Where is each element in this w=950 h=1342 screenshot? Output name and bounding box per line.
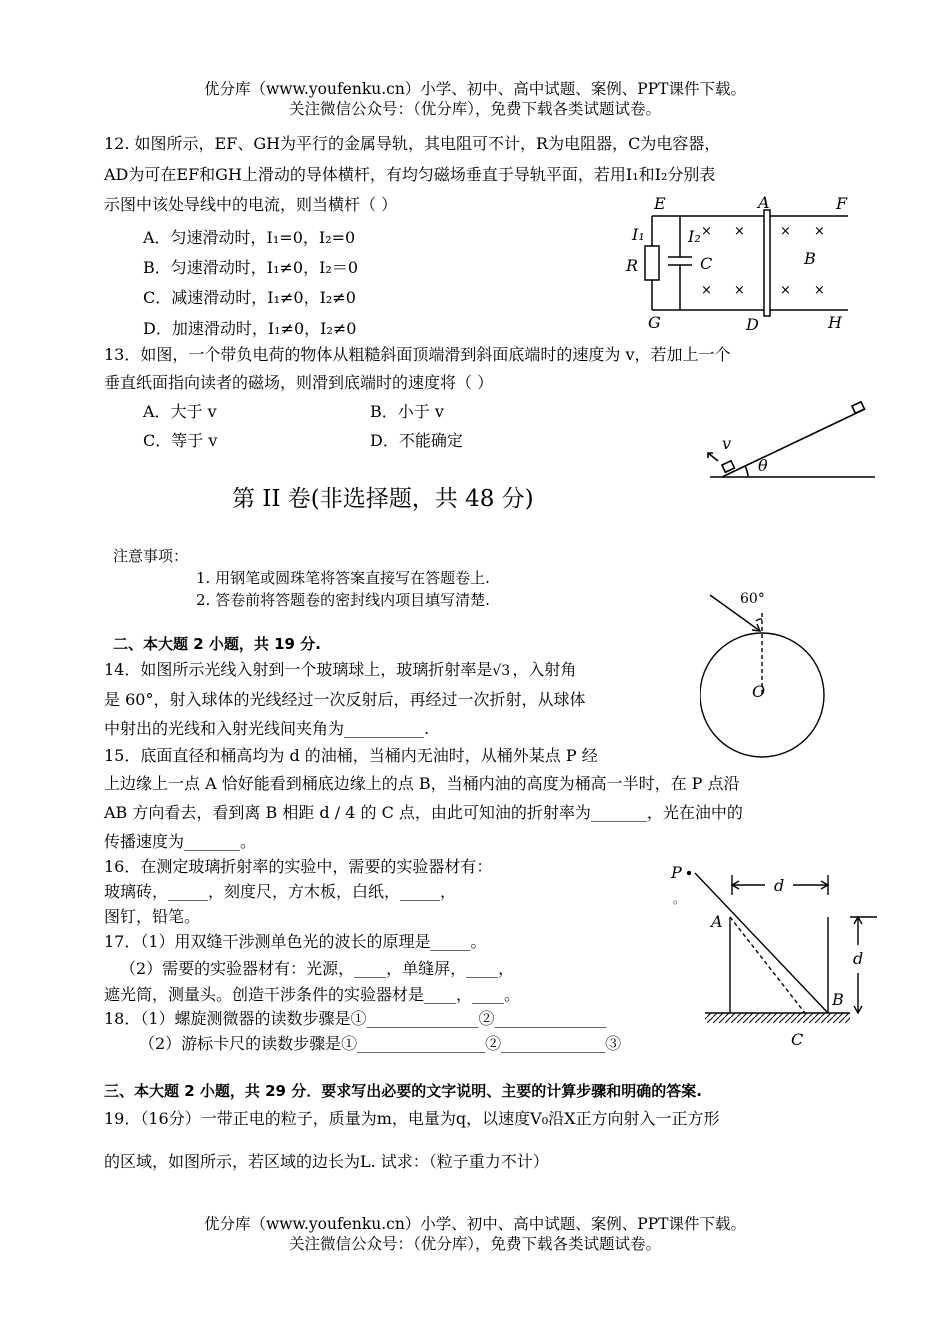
label-i1: I₁: [632, 225, 645, 244]
q12-option-d: D．加速滑动时，I₁≠0，I₂≠0: [143, 319, 357, 338]
field-mark: ×: [780, 283, 791, 298]
velocity-arrow: [708, 453, 718, 461]
q12-line-2: AD为可在EF和GH上滑动的导体横杆，有均匀磁场垂直于导轨平面，若用I₁和I₂分别表: [104, 165, 716, 184]
footer-line-2: 关注微信公众号：（优分库），免费下载各类试题试卷。: [288, 1235, 661, 1253]
label-d-width: d: [774, 876, 785, 895]
q15-line-1: 15．底面直径和桶高均为 d 的油桶，当桶内无油时，从桶外某点 P 经: [104, 746, 598, 765]
q15-line-4: 传播速度为_______。: [104, 832, 257, 851]
label-i2: I₂: [688, 227, 701, 246]
q14-line-2: 是 60°，射入球体的光线经过一次反射后，再经过一次折射，从球体: [104, 690, 586, 709]
label-b: B: [804, 249, 816, 268]
field-mark: ×: [701, 224, 712, 239]
angle-arc: [745, 466, 748, 477]
q12-circuit-diagram: [618, 190, 858, 340]
q16-line-3: 图钉，铅笔。: [104, 907, 201, 926]
q13-option-d: D．不能确定: [370, 431, 463, 450]
q12-option-a: A．匀速滑动时，I₁=0，I₂=0: [143, 228, 356, 247]
field-mark: ×: [814, 283, 825, 298]
q16-line-2: 玻璃砖，_____，刻度尺，方木板，白纸，_____，: [104, 882, 457, 901]
q12-option-c: C．减速滑动时，I₁≠0，I₂≠0: [143, 288, 356, 307]
q17-line-2: （2）需要的实验器材有：光源，____，单缝屏，____，: [120, 959, 515, 978]
q13-option-b: B．小于 v: [370, 402, 444, 421]
label-e: E: [654, 194, 666, 213]
section-3-title: 三、本大题 2 小题，共 29 分．要求写出必要的文字说明、主要的计算步骤和明确的答案.: [104, 1082, 702, 1100]
block-bottom: [722, 461, 734, 472]
q19-line-2: 的区域，如图所示，若区域的边长为L. 试求：（粒子重力不计）: [104, 1152, 549, 1171]
label-a: A: [711, 912, 723, 931]
q19-line-1: 19．（16分）一带正电的粒子，质量为m，电量为q，以速度V₀沿X正方向射入一正方形: [104, 1109, 720, 1128]
q14-line-1: [104, 660, 576, 681]
field-mark: ×: [814, 224, 825, 239]
q15-line-2: 上边缘上一点 A 恰好能看到桶底边缘上的点 B，当桶内油的高度为桶高一半时，在 P 点沿: [104, 774, 740, 793]
sqrt-3: √3: [492, 663, 511, 679]
q12-line-3: 示图中该处导线中的电流，则当横杆（ ）: [104, 195, 398, 214]
notice-item-1: 1. 用钢笔或圆珠笔将答案直接写在答题卷上.: [196, 569, 490, 587]
q13-option-a: A．大于 v: [143, 402, 217, 421]
field-mark: ×: [734, 224, 745, 239]
label-c: C: [700, 254, 713, 273]
label-g: G: [648, 313, 661, 332]
notice-title: 注意事项：: [113, 547, 189, 565]
q12-option-b: B．匀速滑动时，I₁≠0，I₂＝0: [143, 258, 358, 277]
small-mark: 。: [673, 892, 686, 906]
part2-title: 第 II 卷(非选择题，共 48 分): [232, 486, 534, 512]
q14-line-3: 中射出的光线和入射光线间夹角为__________.: [104, 719, 430, 738]
footer-line-1: 优分库（www.youfenku.cn）小学、初中、高中试题、案例、PPT课件下载。: [203, 1215, 747, 1233]
label-p: P: [671, 863, 682, 882]
sight-line-pb: [695, 873, 828, 1013]
label-d-height: d: [853, 949, 864, 968]
q13-incline-diagram: [700, 395, 880, 485]
q17-line-1: 17．（1）用双缝干涉测单色光的波长的原理是_____。: [104, 932, 487, 951]
notice-item-2: 2. 答卷前将答题卷的密封线内项目填写清楚.: [196, 591, 490, 609]
q13-option-c: C．等于 v: [143, 431, 218, 450]
label-a: A: [758, 193, 770, 212]
field-mark: ×: [701, 283, 712, 298]
label-60-degree: 60°: [740, 591, 765, 607]
conductor-bar-ad: [764, 210, 770, 316]
q14-sphere-diagram: [700, 585, 850, 770]
label-theta: θ: [758, 456, 768, 475]
label-v: v: [722, 434, 732, 453]
header-line-1: 优分库（www.youfenku.cn）小学、初中、高中试题、案例、PPT课件下载。: [203, 80, 747, 98]
q15-bucket-diagram: [665, 855, 885, 1055]
q13-line-1: 13．如图，一个带负电荷的物体从粗糙斜面顶端滑到斜面底端时的速度为 v，若加上一个: [104, 345, 731, 364]
label-h: H: [828, 313, 842, 332]
label-d: D: [746, 315, 759, 334]
label-b: B: [832, 990, 844, 1009]
q13-line-2: 垂直纸面指向读者的磁场，则滑到底端时的速度将（ ）: [104, 373, 494, 392]
resistor-r: [645, 246, 659, 280]
label-r: R: [626, 256, 639, 275]
sight-line-ac: [730, 917, 805, 1013]
block-top: [852, 402, 864, 413]
field-mark: ×: [734, 283, 745, 298]
header-line-2: 关注微信公众号：（优分库），免费下载各类试题试卷。: [288, 100, 661, 118]
label-c: C: [791, 1030, 804, 1049]
label-f: F: [836, 194, 848, 213]
q14-text-b: ，入射角: [512, 660, 577, 679]
q18-line-1: 18．（1）螺旋测微器的读数步骤是①______________②______________: [104, 1009, 607, 1028]
q15-line-3: AB 方向看去，看到离 B 相距 d / 4 的 C 点，由此可知油的折射率为_______，光在油中的: [104, 803, 743, 822]
field-mark: ×: [780, 224, 791, 239]
label-o: O: [752, 682, 766, 701]
q14-text-a: 14．如图所示光线入射到一个玻璃球上，玻璃折射率是: [104, 660, 493, 679]
q12-line-1: 12. 如图所示，EF、GH为平行的金属导轨，其电阻可不计，R为电阻器，C为电容器，: [104, 134, 721, 153]
section-2-title: 二、本大题 2 小题，共 19 分.: [113, 635, 321, 653]
ground-hatch: [705, 1013, 850, 1023]
q18-line-2: （2）游标卡尺的读数步骤是①________________②_____________③: [139, 1034, 622, 1053]
q16-line-1: 16．在测定玻璃折射率的实验中，需要的实验器材有：: [104, 857, 493, 876]
q17-line-3: 遮光筒，测量头。创造干涉条件的实验器材是____，____。: [104, 985, 521, 1004]
